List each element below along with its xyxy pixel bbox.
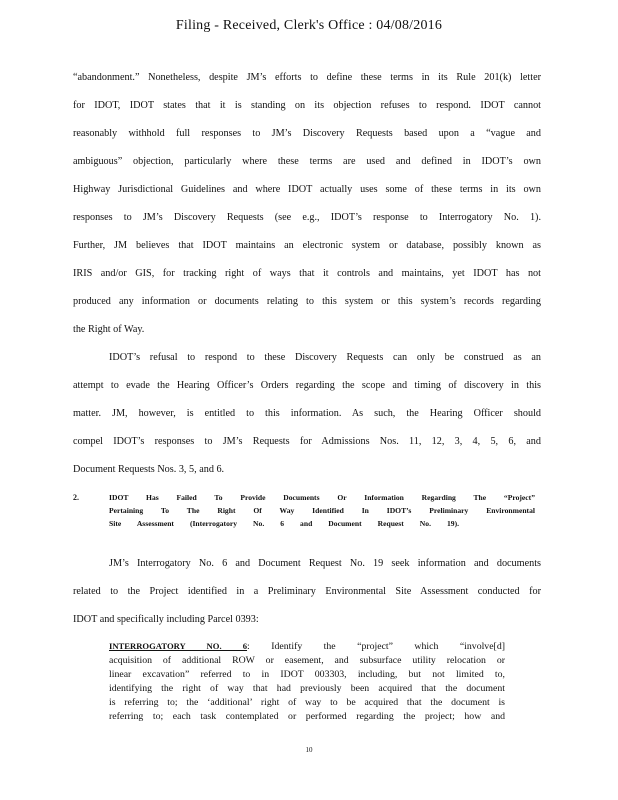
body-line: reasonably withhold full responses to JM’s Discovery Requests based upon a “vague and	[73, 128, 541, 139]
body-line: IRIS and/or GIS, for tracking right of ways that it controls and maintains, yet IDOT has not	[73, 268, 541, 279]
interrogatory-line: linear excavation” referred to in IDOT 003303, including, but not limited to,	[109, 669, 505, 680]
interrogatory-label: INTERROGATORY NO. 6	[109, 641, 248, 651]
section-heading-line: Pertaining To The Right Of Way Identified In IDOT’s Preliminary Environmental	[109, 506, 535, 515]
body-line: IDOT’s refusal to respond to these Discovery Requests can only be construed as an	[109, 352, 541, 363]
section-heading-line: Site Assessment (Interrogatory No. 6 and Document Request No. 19).	[109, 519, 459, 528]
body-line: responses to JM’s Discovery Requests (see e.g., IDOT’s response to Interrogatory No. 1).	[73, 212, 541, 223]
interrogatory-line: referring to; each task contemplated or performed regarding the project; how and	[109, 711, 505, 722]
interrogatory-line: is referring to; the ‘additional’ right of way to be acquired that the document is	[109, 697, 505, 708]
section-heading-line: IDOT Has Failed To Provide Documents Or Information Regarding The “Project”	[109, 493, 535, 502]
body-line: Document Requests Nos. 3, 5, and 6.	[73, 464, 225, 475]
page-number: 10	[305, 746, 313, 754]
interrogatory-text: : Identify the “project” which “involve[d]	[247, 641, 505, 652]
body-line: matter. JM, however, is entitled to this information. As such, the Hearing Officer should	[73, 408, 541, 419]
body-line: compel IDOT’s responses to JM’s Requests for Admissions Nos. 11, 12, 3, 4, 5, 6, and	[73, 436, 541, 447]
interrogatory-line: acquisition of additional ROW or easement, and subsurface utility relocation or	[109, 655, 505, 666]
interrogatory-first-line	[109, 641, 505, 652]
interrogatory-line: identifying the right of way that had previously been acquired that the document	[109, 683, 505, 694]
filing-stamp-header: Filing - Received, Clerk's Office : 04/08/2016	[175, 18, 443, 33]
section-number: 2.	[73, 493, 79, 502]
body-line: ambiguous” objection, particularly where these terms are used and defined in IDOT’s own	[73, 156, 541, 167]
body-line: attempt to evade the Hearing Officer’s Orders regarding the scope and timing of discovery in this	[73, 380, 541, 391]
body-line: the Right of Way.	[73, 324, 145, 335]
body-line: related to the Project identified in a Preliminary Environmental Site Assessment conducted for	[73, 586, 541, 597]
body-line: Further, JM believes that IDOT maintains an electronic system or database, possibly known as	[73, 240, 541, 251]
body-line: IDOT and specifically including Parcel 0393:	[73, 614, 259, 625]
body-line: Highway Jurisdictional Guidelines and where IDOT actually uses some of these terms in its own	[73, 184, 541, 195]
body-line: produced any information or documents relating to this system or this system’s records regarding	[73, 296, 541, 307]
body-line: “abandonment.” Nonetheless, despite JM’s efforts to define these terms in its Rule 201(k) letter	[73, 72, 541, 83]
body-line: for IDOT, IDOT states that it is standing on its objection refuses to respond. IDOT cannot	[73, 100, 541, 111]
body-line: JM’s Interrogatory No. 6 and Document Request No. 19 seek information and documents	[109, 558, 541, 569]
